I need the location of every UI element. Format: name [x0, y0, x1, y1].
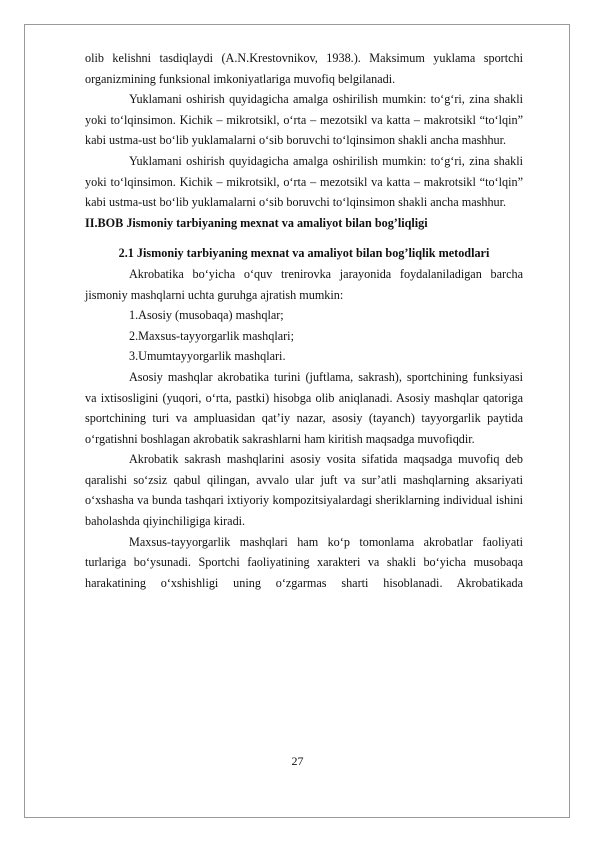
paragraph-intro: Akrobatika bo‘yicha o‘quv trenirovka jarayonida foydalaniladigan barcha jismoniy mashqlarni uchta guruhga ajratish mumkin: — [85, 266, 523, 302]
page-number: 27 — [291, 754, 304, 768]
list-item: 1.Asosiy (musobaqa) mashqlar; — [129, 308, 284, 323]
list-item: 3.Umumtayyorgarlik mashqlari. — [129, 349, 286, 364]
paragraph-basic-exercises: Asosiy mashqlar akrobatika turini (juftlama, sakrash), sportchining funksiyasi va ixtisosligini (yuqori, o‘rta, pastki) hisobga olib aniqlanadi. Asosiy mashqlar qatoriga sportchining turi va ampluasidan qat’iy nazar, asosiy (tayanch) tayyorgarlik paytida o‘rgatishni boshlagan akrobatik sakrashlarni ham kiritish maqsadga muvofiqdir. — [85, 369, 523, 446]
paragraph-load-increase-2: Yuklamani oshirish quyidagicha amalga oshirilish mumkin: to‘g‘ri, zina shakli yoki to‘lqinsimon. Kichik – mikrotsikl, o‘rta – mezotsikl va katta – makrotsikl “to‘lqin” kabi ustma-ust bo‘lib yuklamalarni o‘sib boruvchi to‘lqinsimon shakli ancha mashhur. — [85, 153, 523, 210]
exercise-group-list — [85, 305, 523, 367]
section-heading: 2.1 Jismoniy tarbiyaning mexnat va amaliyot bilan bog’liqlik metodlari — [118, 246, 490, 261]
paragraph-continuation: olib kelishni tasdiqlaydi (A.N.Krestovnikov, 1938.). Maksimum yuklama sportchi organizmining funksional imkoniyatlariga muvofiq belgilanadi. — [85, 51, 523, 86]
list-item: 2.Maxsus-tayyorgarlik mashqlari; — [129, 328, 294, 343]
paragraph-special-preparation: Maxsus-tayyorgarlik mashqlari ham ko‘p tomonlama akrobatlar faoliyati turlariga bo‘ysunadi. Sportchi faoliyatining xarakteri va shakli bo‘yicha musobaqa harakatining o‘xshishligi uning o‘zgarmas sharti hisoblanadi. Akrobatikada — [85, 534, 523, 590]
page-body — [85, 48, 523, 593]
paragraph-acrobatic-jumps: Akrobatik sakrash mashqlarini asosiy vosita sifatida maqsadga muvofiq deb qaralishi so‘zsiz qabul qilingan, avvalo ular juft va sur’atli mashqlarning aksariyati o‘xshasha va bunda tashqari ixtiyoriy kompozitsiyalardagi sheriklarning individual ishini baholashda qiyinchiligiga kiradi. — [85, 452, 523, 529]
chapter-heading: II.BOB Jismoniy tarbiyaning mexnat va amaliyot bilan bog’liqligi — [85, 215, 428, 230]
paragraph-load-increase-1: Yuklamani oshirish quyidagicha amalga oshirilish mumkin: to‘g‘ri, zina shakli yoki to‘lqinsimon. Kichik – mikrotsikl, o‘rta – mezotsikl va katta – makrotsikl “to‘lqin” kabi ustma-ust bo‘lib yuklamalarni o‘sib boruvchi to‘lqinsimon shakli ancha mashhur. — [85, 92, 523, 148]
